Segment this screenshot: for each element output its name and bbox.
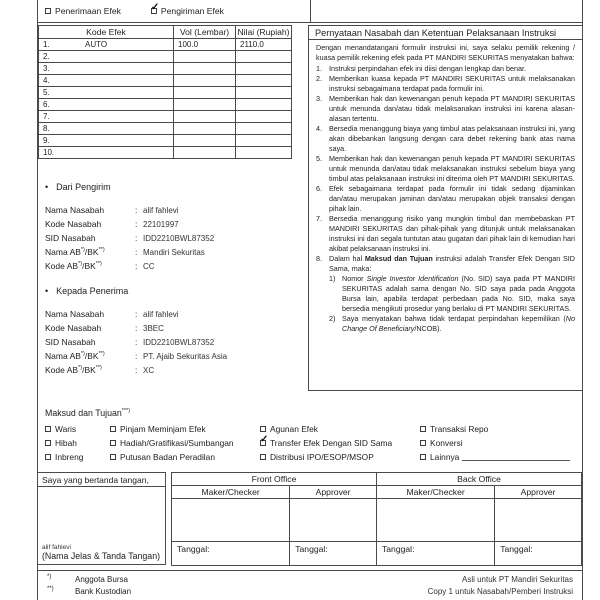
checkbox-hibah[interactable] bbox=[45, 440, 51, 446]
nilai-value bbox=[236, 63, 292, 75]
field-sid-nasabah: SID Nasabah : IDD2210BWL87352 bbox=[45, 337, 215, 347]
office-role-header bbox=[172, 486, 582, 499]
signature-cell[interactable] bbox=[172, 499, 290, 542]
panel-title: Pernyataan Nasabah dan Ketentuan Pelaksanaan Instruksi bbox=[309, 26, 582, 40]
tanggal-cell[interactable]: Tanggal: bbox=[495, 542, 582, 566]
signature-area[interactable] bbox=[38, 487, 165, 544]
field-kode-nasabah: Kode Nasabah : 22101997 bbox=[45, 219, 179, 229]
option-transfer-efek-sid-sama: ✓ Transfer Efek Dengan SID Sama bbox=[260, 436, 420, 450]
row-number: 8. bbox=[43, 124, 50, 133]
maksud-dan-tujuan-section: Maksud dan Tujuan***) Waris Pinjam Meminjam Efek Agunan Efek Transaksi Repo Hibah Hadiah/Gratifikasi/Sumbangan ✓ Transfer Efek Dengan SID Sama Konversi Inbreng Putusan Badan Peradilan Distribusi IPO/ESOP/MSOP Lainnya bbox=[38, 391, 582, 465]
panel-intro: Dengan menandatangani formulir instruksi ini, saya selaku pemilik rekening / kuasa pemilik rekening efek pada PT MANDIRI SEKURITAS menyatakan bahwa: bbox=[316, 43, 575, 62]
signature-caption: (Nama Jelas & Tanda Tangan) bbox=[42, 551, 161, 561]
table-row bbox=[39, 147, 292, 159]
office-group-header bbox=[172, 473, 582, 486]
section-heading: Maksud dan Tujuan bbox=[45, 407, 122, 418]
copy-note: Copy 1 untuk Nasabah/Pemberi Instruksi bbox=[427, 587, 573, 596]
table-row bbox=[39, 87, 292, 99]
bullet-icon: • bbox=[45, 182, 49, 192]
tanggal-cell[interactable]: Tanggal: bbox=[376, 542, 494, 566]
signature-cell[interactable] bbox=[376, 499, 494, 542]
signature-header: Saya yang bertanda tangan, bbox=[38, 473, 165, 487]
nilai-value bbox=[236, 87, 292, 99]
office-date-row bbox=[172, 542, 582, 566]
efek-table bbox=[38, 25, 292, 159]
field-nama-ab-bk: Nama AB*)/BK**) : PT. Ajaib Sekuritas Asia bbox=[45, 351, 228, 361]
vol-value: 100.0 bbox=[174, 39, 236, 51]
signature-box bbox=[38, 472, 166, 565]
nilai-value bbox=[236, 75, 292, 87]
field-nama-nasabah: Nama Nasabah : alif fahlevi bbox=[45, 205, 179, 215]
checkbox-lainnya[interactable] bbox=[420, 454, 426, 460]
field-kode-nasabah: Kode Nasabah : 3BEC bbox=[45, 323, 164, 333]
option-waris: Waris bbox=[45, 422, 110, 436]
field-value: Mandiri Sekuritas bbox=[143, 247, 205, 257]
option-lainnya: Lainnya bbox=[420, 450, 575, 464]
row-number: 6. bbox=[43, 100, 50, 109]
nilai-value: 2110.0 bbox=[236, 39, 292, 51]
list-item: 6. Efek sebagaimana terdapat pada formulir ini tidak sedang dijaminkan dan/atau merupakan jaminan dan/atau merupakan objek transaksi dengan pihak lain. bbox=[316, 184, 575, 213]
approval-table bbox=[171, 472, 582, 566]
field-value: IDD2210BWL87352 bbox=[143, 233, 215, 243]
list-item: 2. Memberikan kuasa kepada PT MANDIRI SEKURITAS untuk melaksanakan instruksi sebagaimana terdapat pada formulir ini. bbox=[316, 74, 575, 93]
table-row bbox=[39, 51, 292, 63]
table-row bbox=[39, 99, 292, 111]
checkbox-putusan-badan-peradilan[interactable] bbox=[110, 454, 116, 460]
field-value: PT. Ajaib Sekuritas Asia bbox=[143, 351, 228, 361]
signature-cell[interactable] bbox=[290, 499, 377, 542]
maker-checker-header: Maker/Checker bbox=[376, 486, 494, 499]
office-signature-row bbox=[172, 499, 582, 542]
vol-value bbox=[174, 111, 236, 123]
instruction-type-options bbox=[38, 0, 310, 22]
pernyataan-panel bbox=[308, 25, 582, 391]
checkbox-agunan-efek[interactable] bbox=[260, 426, 266, 432]
top-strip-divider bbox=[310, 0, 582, 22]
checkbox-hadiah-gratifikasi-sumbangan[interactable] bbox=[110, 440, 116, 446]
row-number: 10. bbox=[43, 148, 55, 157]
checkbox-label: Pengiriman Efek bbox=[160, 6, 224, 16]
option-pengiriman-efek bbox=[151, 6, 224, 16]
field-value: 3BEC bbox=[143, 323, 164, 333]
checkbox-penerimaan-efek[interactable] bbox=[45, 8, 51, 14]
main-columns bbox=[38, 25, 582, 391]
field-value: alif fahlevi bbox=[143, 205, 179, 215]
field-value: XC bbox=[143, 365, 155, 375]
signature-approval-row bbox=[38, 472, 582, 565]
checkbox-pinjam-meminjam-efek[interactable] bbox=[110, 426, 116, 432]
field-value: 22101997 bbox=[143, 219, 179, 229]
checkbox-transfer-efek-sid-sama[interactable] bbox=[260, 440, 266, 446]
nilai-value bbox=[236, 147, 292, 159]
left-column bbox=[38, 25, 308, 391]
nilai-value bbox=[236, 111, 292, 123]
checkbox-transaksi-repo[interactable] bbox=[420, 426, 426, 432]
option-penerimaan-efek bbox=[45, 6, 121, 16]
back-office-header: Back Office bbox=[376, 473, 581, 486]
vol-value bbox=[174, 87, 236, 99]
footnote-anggota-bursa: *) Anggota Bursa Asli untuk PT Mandiri Sekuritas bbox=[47, 574, 573, 584]
form-body bbox=[38, 0, 582, 571]
securities-transfer-form bbox=[37, 0, 583, 600]
kepada-penerima-section bbox=[38, 285, 308, 377]
row-number: 9. bbox=[43, 136, 50, 145]
copy-note: Asli untuk PT Mandiri Sekuritas bbox=[461, 575, 573, 584]
option-pinjam-meminjam-efek: Pinjam Meminjam Efek bbox=[110, 422, 260, 436]
header-nilai-rupiah: Nilai (Rupiah) bbox=[237, 27, 290, 37]
row-number: 4. bbox=[43, 76, 50, 85]
checkbox-inbreng[interactable] bbox=[45, 454, 51, 460]
signer-name: alif fahlevi bbox=[42, 544, 71, 551]
list-item: 5. Memberikan hak dan kewenangan penuh kepada PT MANDIRI SEKURITAS untuk menunda dan/atau tidak melaksanakan instruksi sebelum biaya yang timbul atas pelaksanaan instruksi ini diterima oleh PT MANDIRI SEKURITAS. bbox=[316, 154, 575, 183]
checkbox-konversi[interactable] bbox=[420, 440, 426, 446]
kode-efek-value: AUTO bbox=[85, 40, 108, 49]
field-value: alif fahlevi bbox=[143, 309, 179, 319]
tanggal-cell[interactable]: Tanggal: bbox=[290, 542, 377, 566]
row-number: 5. bbox=[43, 88, 50, 97]
vol-value bbox=[174, 63, 236, 75]
lainnya-fill-line[interactable] bbox=[462, 452, 570, 461]
option-transaksi-repo: Transaksi Repo bbox=[420, 422, 575, 436]
field-value: CC bbox=[143, 261, 155, 271]
section-heading: Kepada Penerima bbox=[56, 286, 129, 296]
instruction-type-row bbox=[38, 0, 582, 23]
row-number: 3. bbox=[43, 64, 50, 73]
field-kode-ab-bk: Kode AB*)/BK**) : CC bbox=[45, 261, 155, 271]
approver-header: Approver bbox=[290, 486, 377, 499]
field-nama-nasabah: Nama Nasabah : alif fahlevi bbox=[45, 309, 179, 319]
checkbox-waris[interactable] bbox=[45, 426, 51, 432]
sub-list-item: 2) Saya menyatakan bahwa tidak terdapat perpindahan kepemilikan (No Change Of Beneficiary/NCOB). bbox=[329, 314, 575, 333]
table-row bbox=[39, 111, 292, 123]
bullet-icon: • bbox=[45, 286, 49, 296]
nilai-value bbox=[236, 135, 292, 147]
tanggal-cell[interactable]: Tanggal: bbox=[172, 542, 290, 566]
footnotes bbox=[38, 571, 582, 599]
panel-body bbox=[309, 40, 582, 334]
header-vol-lembar: Vol (Lembar) bbox=[174, 26, 236, 39]
field-sid-nasabah: SID Nasabah : IDD2210BWL87352 bbox=[45, 233, 215, 243]
option-putusan-badan-peradilan: Putusan Badan Peradilan bbox=[110, 450, 260, 464]
option-agunan-efek: Agunan Efek bbox=[260, 422, 420, 436]
vol-value bbox=[174, 135, 236, 147]
maker-checker-header: Maker/Checker bbox=[172, 486, 290, 499]
option-inbreng: Inbreng bbox=[45, 450, 110, 464]
efek-table-header bbox=[39, 26, 292, 39]
nilai-value bbox=[236, 99, 292, 111]
table-row bbox=[39, 75, 292, 87]
option-distribusi-ipo-esop-msop: Distribusi IPO/ESOP/MSOP bbox=[260, 450, 420, 464]
footnote-bank-kustodian: **) Bank Kustodian Copy 1 untuk Nasabah/Pemberi Instruksi bbox=[47, 586, 573, 596]
approver-header: Approver bbox=[495, 486, 582, 499]
table-row bbox=[39, 39, 292, 51]
row-number: 2. bbox=[43, 52, 50, 61]
vol-value bbox=[174, 99, 236, 111]
vol-value bbox=[174, 147, 236, 159]
vol-value bbox=[174, 51, 236, 63]
table-row bbox=[39, 123, 292, 135]
table-row bbox=[39, 135, 292, 147]
section-heading: Dari Pengirim bbox=[56, 182, 111, 192]
table-row bbox=[39, 63, 292, 75]
vol-value bbox=[174, 123, 236, 135]
field-nama-ab-bk: Nama AB*)/BK**) : Mandiri Sekuritas bbox=[45, 247, 205, 257]
maksud-options-grid bbox=[45, 422, 575, 464]
field-kode-ab-bk: Kode AB*)/BK**) : XC bbox=[45, 365, 155, 375]
list-item: 8. Dalam hal Maksud dan Tujuan instruksi adalah Transfer Efek Dengan SID Sama, maka: bbox=[316, 254, 575, 273]
list-item: 7. Bersedia menanggung risiko yang mungkin timbul dan membebaskan PT MANDIRI SEKURITAS dan pihak-pihak yang ditunjuk untuk melaksanakan instruksi ini dari segala tuntutan atau gugatan dari pihak lain di kemudian hari akibat pelaksanaan instruksi ini. bbox=[316, 214, 575, 253]
list-item: 3. Memberikan hak dan kewenangan penuh kepada PT MANDIRI SEKURITAS untuk menunda dan/atau tidak melaksanakan instruksi ini karena alasan-alasan tertentu. bbox=[316, 94, 575, 123]
row-number: 7. bbox=[43, 112, 50, 121]
vol-value bbox=[174, 75, 236, 87]
checkbox-pengiriman-efek[interactable] bbox=[151, 8, 157, 14]
list-item: 1. Instruksi perpindahan efek ini diisi dengan lengkap dan benar. bbox=[316, 64, 526, 73]
dari-pengirim-section bbox=[38, 181, 308, 273]
header-kode-efek: Kode Efek bbox=[39, 26, 174, 39]
checkbox-distribusi-ipo-esop-msop[interactable] bbox=[260, 454, 266, 460]
option-konversi: Konversi bbox=[420, 436, 575, 450]
nilai-value bbox=[236, 51, 292, 63]
sub-list-item: 1) Nomor Single Investor Identification (No. SID) saya pada PT MANDIRI SEKURITAS adalah sama dengan No. SID saya pada pada Anggota Bursa lain, apabila terdapat perbedaan pada No. SID, maka saya bersedia mengikuti prosedur yang berlaku di PT MANDIRI SEKURITAS. bbox=[329, 274, 575, 313]
list-item: 4. Bersedia menanggung biaya yang timbul atas pelaksanaan instruksi ini, yang akan dibebankan langsung dengan cara debet rekening bank atas nama saya. bbox=[316, 124, 575, 153]
row-number: 1. bbox=[43, 40, 50, 49]
front-office-header: Front Office bbox=[172, 473, 377, 486]
field-value: IDD2210BWL87352 bbox=[143, 337, 215, 347]
option-hibah: Hibah bbox=[45, 436, 110, 450]
signature-cell[interactable] bbox=[495, 499, 582, 542]
option-hadiah-gratifikasi-sumbangan: Hadiah/Gratifikasi/Sumbangan bbox=[110, 436, 260, 450]
checkbox-label: Penerimaan Efek bbox=[55, 6, 121, 16]
nilai-value bbox=[236, 123, 292, 135]
